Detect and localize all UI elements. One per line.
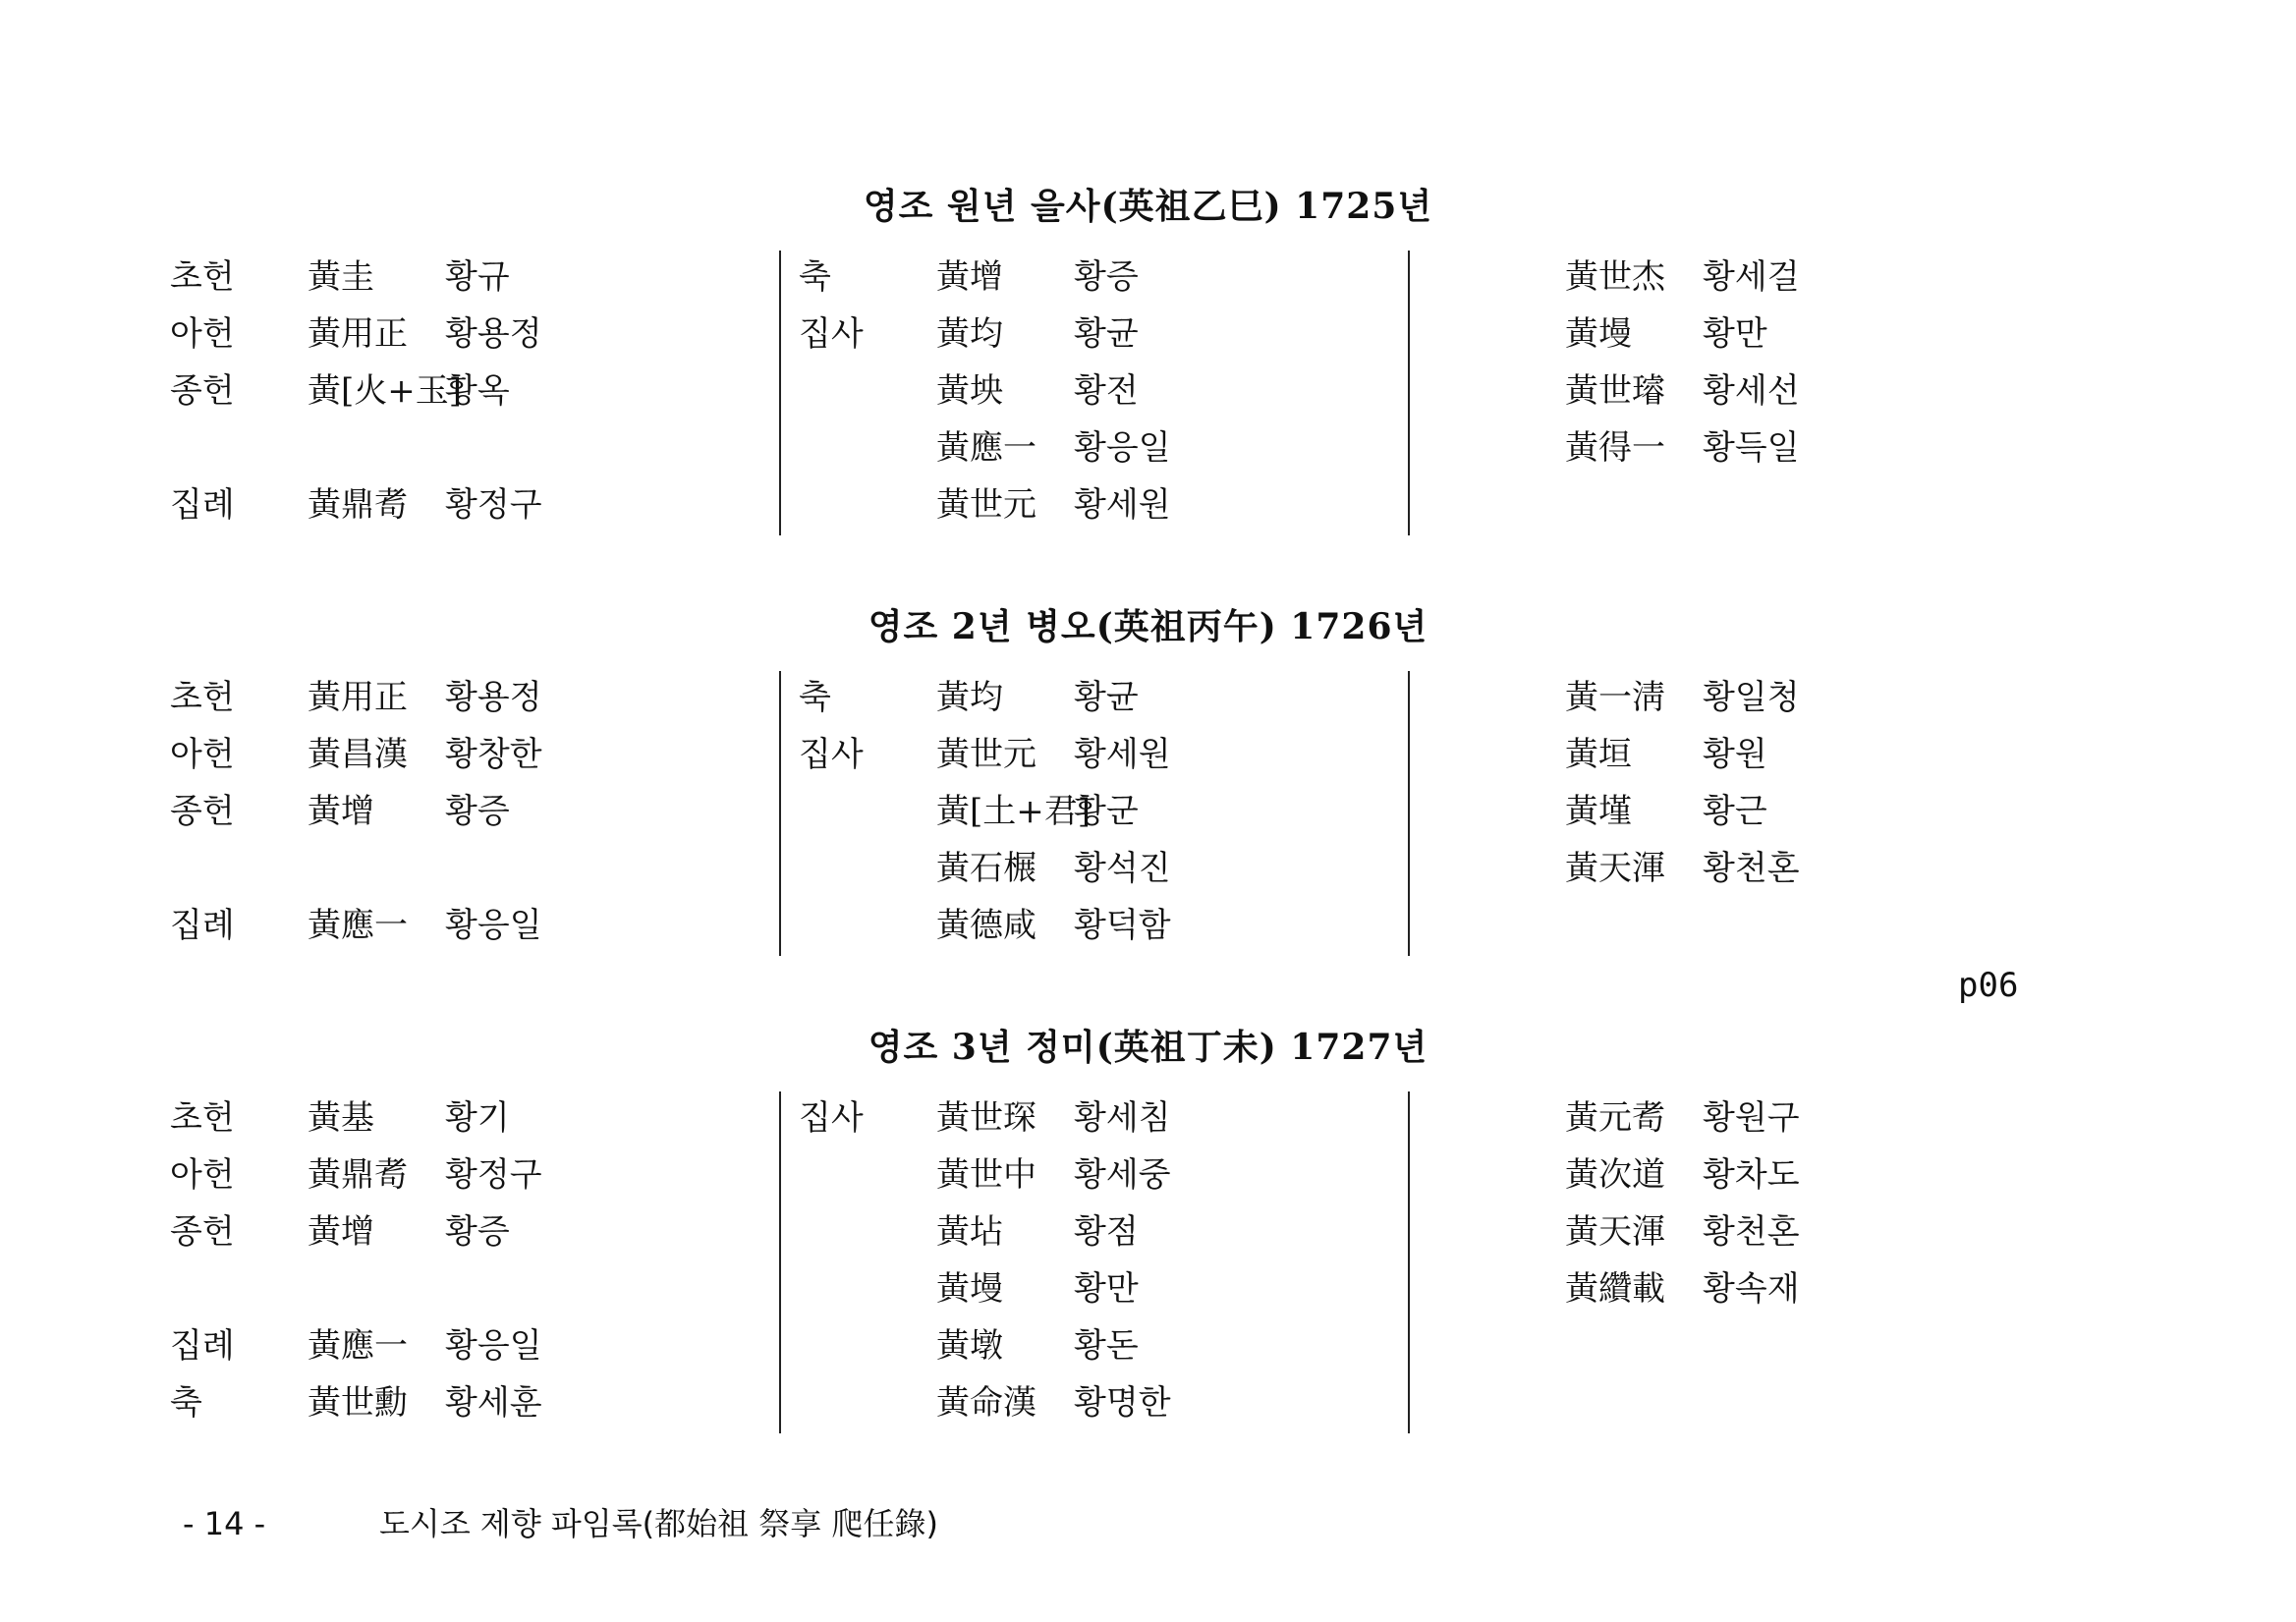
section-title: 영조 3년 정미(英祖丁未) 1727년 xyxy=(868,1027,1428,1068)
role-label: 축 xyxy=(170,1383,202,1423)
korean-name: 황균 xyxy=(1074,678,1139,717)
hanja-name: 黃均 xyxy=(936,678,1003,717)
hanja-name: 黃圭 xyxy=(308,257,374,297)
hanja-name: 黃石榐 xyxy=(936,849,1036,888)
hanja-name: 黃墁 xyxy=(936,1269,1003,1309)
hanja-name: 黃鼎耉 xyxy=(308,1155,408,1195)
hanja-name: 黃增 xyxy=(936,257,1003,297)
korean-name: 황만 xyxy=(1074,1269,1139,1309)
hanja-name: 黃[火+玉] xyxy=(308,371,463,411)
hanja-name: 黃世元 xyxy=(936,485,1036,525)
role-label: 축 xyxy=(799,678,831,717)
korean-name: 황세침 xyxy=(1074,1098,1171,1138)
korean-name: 황응일 xyxy=(445,1326,542,1366)
footer-title: 도시조 제향 파임록(都始祖 祭享 爬任錄) xyxy=(379,1505,938,1542)
korean-name: 황증 xyxy=(445,792,510,831)
hanja-name: 黃世琛 xyxy=(936,1098,1036,1138)
role-label: 아헌 xyxy=(170,314,235,354)
hanja-name: 黃世元 xyxy=(936,735,1036,774)
korean-name: 황원 xyxy=(1703,735,1767,774)
korean-name: 황일청 xyxy=(1703,678,1800,717)
hanja-name: 黃均 xyxy=(936,314,1003,354)
korean-name: 황속재 xyxy=(1703,1269,1800,1309)
role-label: 아헌 xyxy=(170,1155,235,1195)
korean-name: 황차도 xyxy=(1703,1155,1800,1195)
hanja-name: 黃得一 xyxy=(1565,428,1665,468)
korean-name: 황덕함 xyxy=(1074,906,1171,945)
korean-name: 황기 xyxy=(445,1098,510,1138)
hanja-name: 黃元耉 xyxy=(1565,1098,1665,1138)
korean-name: 황용정 xyxy=(445,678,542,717)
korean-name: 황규 xyxy=(445,257,510,297)
role-label: 집례 xyxy=(170,485,235,525)
korean-name: 황석진 xyxy=(1074,849,1171,888)
role-label: 집례 xyxy=(170,906,235,945)
hanja-name: 黃應一 xyxy=(936,428,1036,468)
korean-name: 황원구 xyxy=(1703,1098,1800,1138)
hanja-name: 黃坫 xyxy=(936,1212,1003,1252)
hanja-name: 黃墁 xyxy=(1565,314,1632,354)
hanja-name: 黃昌漢 xyxy=(308,735,408,774)
korean-name: 황만 xyxy=(1703,314,1767,354)
hanja-name: 黃纘載 xyxy=(1565,1269,1665,1309)
korean-name: 황옥 xyxy=(445,371,510,411)
korean-name: 황증 xyxy=(1074,257,1139,297)
korean-name: 황전 xyxy=(1074,371,1139,411)
section-title: 영조 원년 을사(英祖乙巳) 1725년 xyxy=(863,186,1433,227)
role-label: 초헌 xyxy=(170,1098,235,1138)
role-label: 초헌 xyxy=(170,678,235,717)
page-marker: p06 xyxy=(1958,966,2019,1005)
role-label: 종헌 xyxy=(170,371,235,411)
korean-name: 황천혼 xyxy=(1703,849,1800,888)
hanja-name: 黃德咸 xyxy=(936,906,1036,945)
hanja-name: 黃[土+君] xyxy=(936,792,1092,831)
hanja-name: 黃一淸 xyxy=(1565,678,1665,717)
hanja-name: 黃命漢 xyxy=(936,1383,1036,1423)
hanja-name: 黃增 xyxy=(308,1212,374,1252)
hanja-name: 黃次道 xyxy=(1565,1155,1665,1195)
role-label: 축 xyxy=(799,257,831,297)
korean-name: 황정구 xyxy=(445,485,542,525)
footer-page-number: - 14 - xyxy=(183,1505,266,1542)
hanja-name: 黃世璿 xyxy=(1565,371,1665,411)
column-divider xyxy=(779,251,781,535)
hanja-name: 黃墩 xyxy=(936,1326,1003,1366)
korean-name: 황천혼 xyxy=(1703,1212,1800,1252)
korean-name: 황세원 xyxy=(1074,735,1171,774)
hanja-name: 黃世勳 xyxy=(308,1383,408,1423)
role-label: 집사 xyxy=(799,314,864,354)
hanja-name: 黃坱 xyxy=(936,371,1003,411)
korean-name: 황응일 xyxy=(445,906,542,945)
role-label: 초헌 xyxy=(170,257,235,297)
korean-name: 황명한 xyxy=(1074,1383,1171,1423)
column-divider xyxy=(1408,671,1410,956)
korean-name: 황세선 xyxy=(1703,371,1800,411)
korean-name: 황세원 xyxy=(1074,485,1171,525)
korean-name: 황세걸 xyxy=(1703,257,1800,297)
role-label: 집사 xyxy=(799,1098,864,1138)
column-divider xyxy=(779,671,781,956)
role-label: 집례 xyxy=(170,1326,235,1366)
korean-name: 황창한 xyxy=(445,735,542,774)
hanja-name: 黃鼎耉 xyxy=(308,485,408,525)
page-footer xyxy=(183,1499,938,1544)
hanja-name: 黃基 xyxy=(308,1098,374,1138)
hanja-name: 黃天渾 xyxy=(1565,849,1665,888)
hanja-name: 黃應一 xyxy=(308,1326,408,1366)
korean-name: 황세훈 xyxy=(445,1383,542,1423)
korean-name: 황세중 xyxy=(1074,1155,1171,1195)
column-divider xyxy=(1408,251,1410,535)
korean-name: 황응일 xyxy=(1074,428,1171,468)
hanja-name: 黃增 xyxy=(308,792,374,831)
hanja-name: 黃用正 xyxy=(308,314,408,354)
column-divider xyxy=(1408,1091,1410,1433)
role-label: 종헌 xyxy=(170,1212,235,1252)
korean-name: 황군 xyxy=(1074,792,1139,831)
role-label: 집사 xyxy=(799,735,864,774)
hanja-name: 黃應一 xyxy=(308,906,408,945)
column-divider xyxy=(779,1091,781,1433)
korean-name: 황돈 xyxy=(1074,1326,1139,1366)
section-title: 영조 2년 병오(英祖丙午) 1726년 xyxy=(868,606,1428,647)
role-label: 종헌 xyxy=(170,792,235,831)
hanja-name: 黃世杰 xyxy=(1565,257,1665,297)
role-label: 아헌 xyxy=(170,735,235,774)
hanja-name: 黃用正 xyxy=(308,678,408,717)
hanja-name: 黃墐 xyxy=(1565,792,1632,831)
korean-name: 황점 xyxy=(1074,1212,1139,1252)
korean-name: 황득일 xyxy=(1703,428,1800,468)
hanja-name: 黃世中 xyxy=(936,1155,1036,1195)
korean-name: 황정구 xyxy=(445,1155,542,1195)
korean-name: 황용정 xyxy=(445,314,542,354)
korean-name: 황균 xyxy=(1074,314,1139,354)
korean-name: 황근 xyxy=(1703,792,1767,831)
hanja-name: 黃垣 xyxy=(1565,735,1632,774)
korean-name: 황증 xyxy=(445,1212,510,1252)
hanja-name: 黃天渾 xyxy=(1565,1212,1665,1252)
